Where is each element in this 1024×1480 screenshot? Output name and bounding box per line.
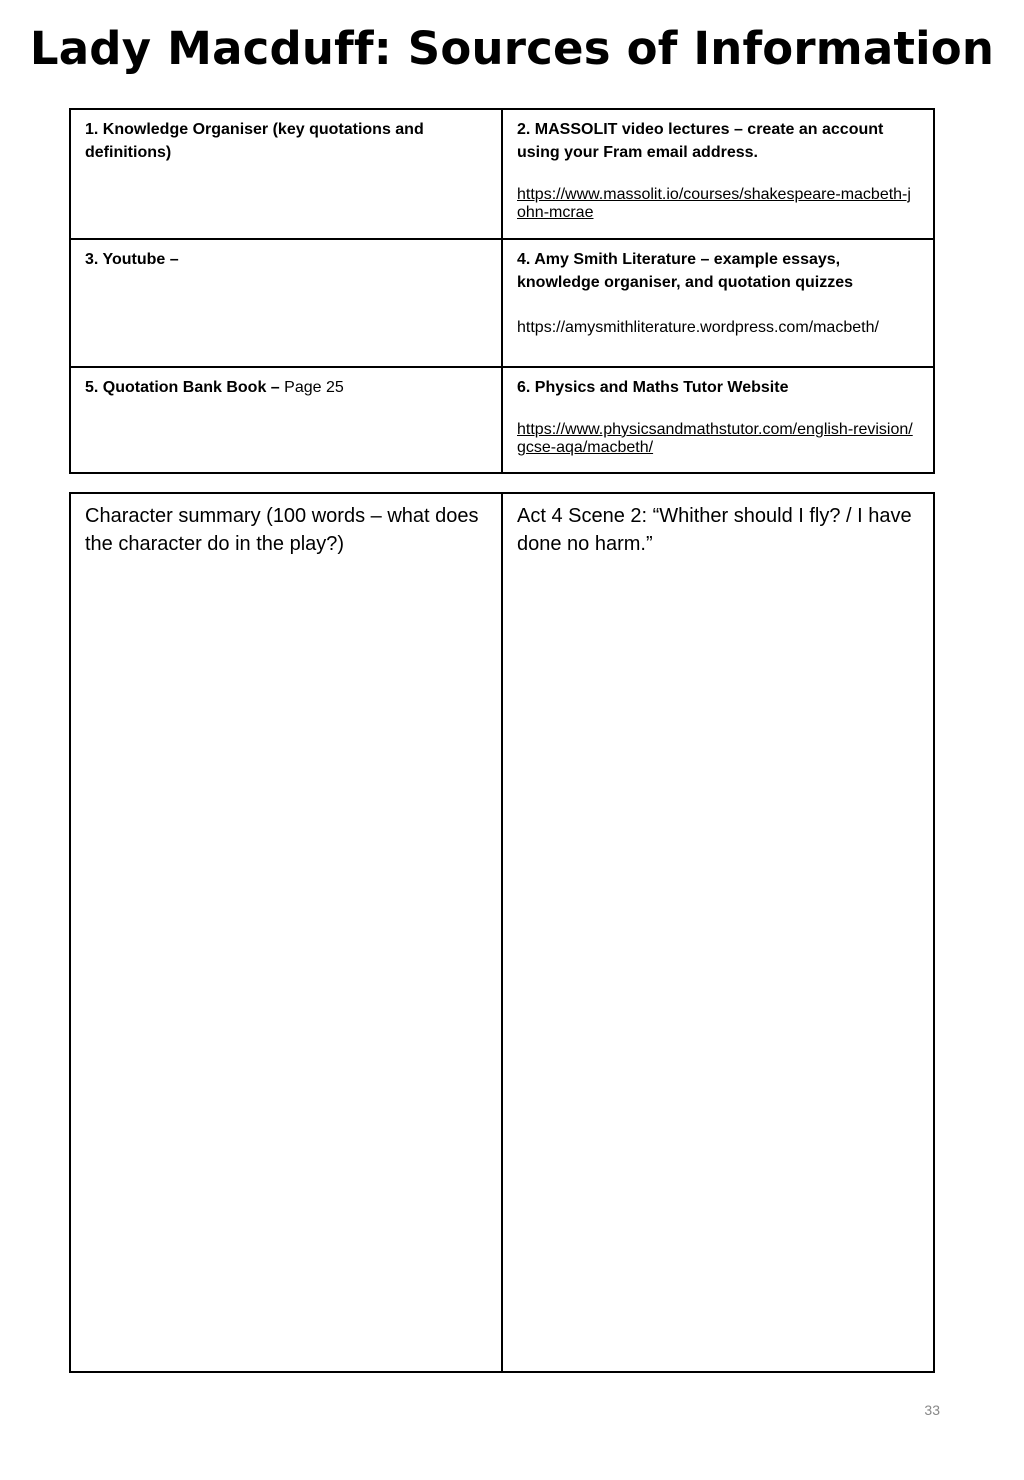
sources-row <box>70 367 934 473</box>
sources-row <box>70 109 934 239</box>
notes-table <box>69 492 935 1373</box>
source-cell-youtube <box>70 239 502 367</box>
quotation-analysis-box[interactable] <box>502 493 934 1372</box>
source-label: 6. Physics and Maths Tutor Website <box>517 379 789 396</box>
page-title: Lady Macduff: Sources of Information <box>29 22 995 75</box>
character-summary-heading: Character summary (100 words – what does the character do in the play?) <box>85 505 479 555</box>
sources-table <box>69 108 935 474</box>
page-number: 33 <box>924 1402 940 1418</box>
physics-maths-tutor-link[interactable]: https://www.physicsandmathstutor.com/english-revision/gcse-aqa/macbeth/ <box>517 421 913 456</box>
quotation-bank-label: 5. Quotation Bank Book – <box>85 379 280 396</box>
source-label: 2. MASSOLIT video lectures – create an account using your Fram email address. <box>517 121 884 161</box>
character-summary-box[interactable] <box>70 493 502 1372</box>
source-cell-physics-maths-tutor <box>502 367 934 473</box>
quotation-bank-page: Page 25 <box>284 379 344 396</box>
sources-row <box>70 239 934 367</box>
notes-row <box>70 493 934 1372</box>
source-cell-amy-smith <box>502 239 934 367</box>
source-label: 1. Knowledge Organiser (key quotations and definitions) <box>85 121 424 161</box>
source-cell-quotation-bank <box>70 367 502 473</box>
massolit-link[interactable]: https://www.massolit.io/courses/shakespeare-macbeth-john-mcrae <box>517 186 911 221</box>
source-label: 4. Amy Smith Literature – example essays, knowledge organiser, and quotation quizzes <box>517 251 854 291</box>
source-label: 3. Youtube – <box>85 251 179 268</box>
source-cell-massolit <box>502 109 934 239</box>
source-cell-knowledge-organiser <box>70 109 502 239</box>
source-label <box>85 376 487 399</box>
amy-smith-url: https://amysmithliterature.wordpress.com/macbeth/ <box>517 319 879 336</box>
quotation-heading: Act 4 Scene 2: “Whither should I fly? / I have done no harm.” <box>517 505 912 555</box>
